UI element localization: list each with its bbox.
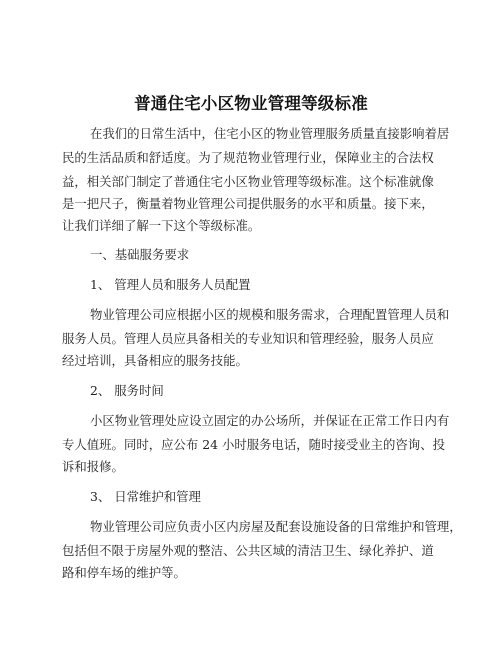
intro-line: 益，相关部门制定了普通住宅小区物业管理等级标准。这个标准就像 <box>62 174 434 189</box>
item-body-line: 服务人员。管理人员应具备相关的专业知识和管理经验，服务人员应 <box>62 331 434 346</box>
item-body-line: 专人值班。同时，应公布 24 小时服务电话，随时接受业主的咨询、投 <box>62 437 445 452</box>
section-heading: 一、基础服务要求 <box>90 247 190 262</box>
item-heading: 2、 服务时间 <box>90 383 164 398</box>
intro-line: 在我们的日常生活中，住宅小区的物业管理服务质量直接影响着居 <box>90 126 450 141</box>
item-body-line: 诉和报修。 <box>62 459 124 474</box>
intro-line: 让我们详细了解一下这个等级标准。 <box>62 218 261 233</box>
item-body-line: 小区物业管理处应设立固定的办公场所，并保证在正常工作日内有 <box>90 413 450 428</box>
item-body-line: 包括但不限于房屋外观的整洁、公共区域的清洁卫生、绿化养护、道 <box>62 543 434 558</box>
item-body-line: 物业管理公司应负责小区内房屋及配套设施设备的日常维护和管理， <box>90 519 462 534</box>
item-body-line: 经过培训，具备相应的服务技能。 <box>62 353 248 368</box>
intro-line: 民的生活品质和舒适度。为了规范物业管理行业，保障业主的合法权 <box>62 150 434 165</box>
item-body-line: 路和停车场的维护等。 <box>62 565 186 580</box>
item-body-line: 物业管理公司应根据小区的规模和服务需求，合理配置管理人员和 <box>90 307 450 322</box>
document-title: 普通住宅小区物业管理等级标准 <box>134 94 368 113</box>
item-heading: 1、 管理人员和服务人员配置 <box>90 277 251 292</box>
item-heading: 3、 日常维护和管理 <box>90 489 201 504</box>
intro-line: 是一把尺子，衡量着物业管理公司提供服务的水平和质量。接下来， <box>62 196 434 211</box>
